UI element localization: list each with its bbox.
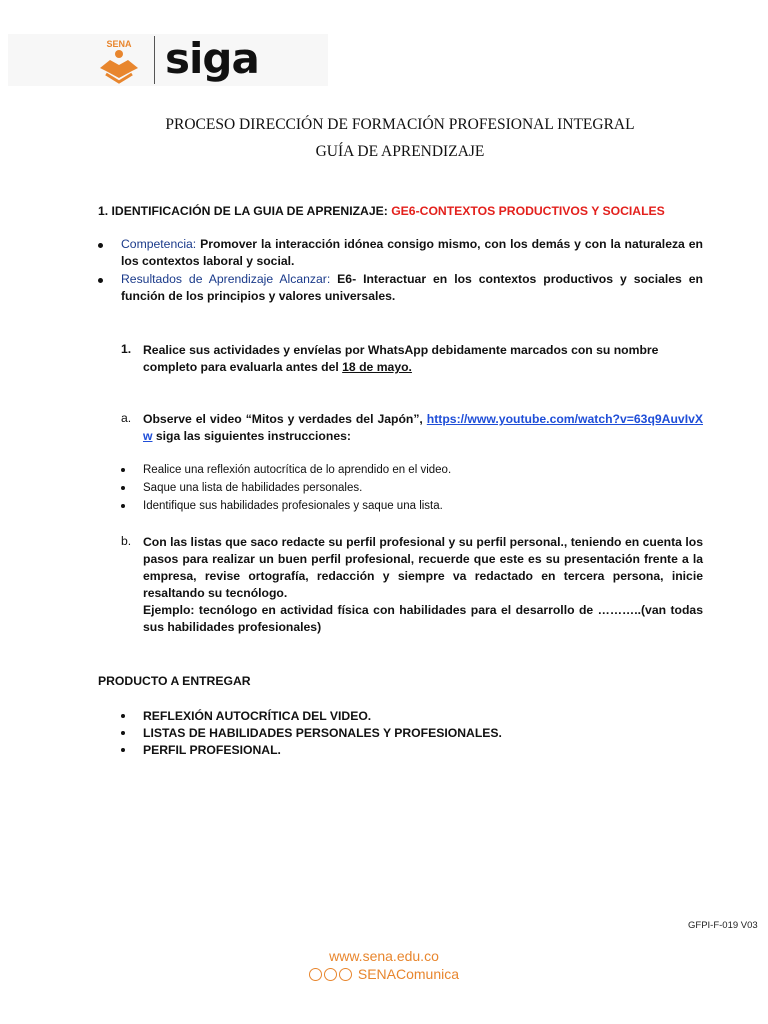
step-b-example: Ejemplo: tecnólogo en actividad física con habilidades para el desarrollo de ………..(van todas sus habilidades profesionales) bbox=[143, 603, 703, 634]
step-a-instruction: Observe el video “Mitos y verdades del Japón”, bbox=[143, 412, 427, 426]
form-code: GFPI-F-019 V03 bbox=[688, 920, 758, 931]
sena-logo bbox=[96, 38, 142, 84]
list-item: Identifique sus habilidades profesionales y saque una lista. bbox=[143, 500, 443, 512]
bullet-icon bbox=[121, 714, 125, 718]
section-heading bbox=[98, 204, 665, 218]
footer-url: www.sena.edu.co bbox=[329, 948, 439, 964]
section-value: GE6-CONTEXTOS PRODUCTIVOS Y SOCIALES bbox=[391, 204, 665, 218]
deliverable-item: LISTAS DE HABILIDADES PERSONALES Y PROFESIONALES. bbox=[143, 726, 502, 740]
footer-social bbox=[0, 966, 768, 982]
step-letter: a. bbox=[121, 411, 132, 425]
bullet-icon bbox=[121, 468, 125, 472]
step-a-instruction-end: siga las siguientes instrucciones: bbox=[152, 429, 351, 443]
list-item: Saque una lista de habilidades personales. bbox=[143, 482, 363, 494]
bullet-icon bbox=[121, 748, 125, 752]
logo-divider bbox=[154, 36, 155, 84]
step1-instruction: Realice sus actividades y envíelas por WhatsApp debidamente marcados con su nombre completo para evaluarla antes del bbox=[143, 343, 659, 374]
document-subtitle: GUÍA DE APRENDIZAJE bbox=[315, 143, 485, 160]
resultados-text: E6- Interactuar en los contextos productivos y sociales en función de los principios y valores universales. bbox=[121, 272, 703, 303]
sena-logo-text: SENA bbox=[106, 39, 132, 49]
section-label: 1. IDENTIFICACIÓN DE LA GUIA DE APRENIZAJE: bbox=[98, 204, 392, 218]
document-title: PROCESO DIRECCIÓN DE FORMACIÓN PROFESIONAL INTEGRAL bbox=[165, 116, 635, 133]
resultados-item bbox=[121, 271, 703, 305]
youtube-link[interactable]: https://www.youtube.com/watch?v=63q9AuvIvXw bbox=[143, 412, 703, 443]
competencia-label: Competencia: bbox=[121, 237, 201, 251]
bullet-icon bbox=[121, 486, 125, 490]
deliverable-item: PERFIL PROFESIONAL. bbox=[143, 743, 281, 757]
step1-text bbox=[143, 342, 663, 376]
bullet-icon bbox=[121, 504, 125, 508]
bullet-icon bbox=[98, 243, 103, 248]
step-b-text bbox=[143, 534, 703, 636]
step-letter: b. bbox=[121, 534, 132, 548]
product-heading: PRODUCTO A ENTREGAR bbox=[98, 674, 251, 688]
due-date: 18 de mayo. bbox=[342, 360, 412, 374]
competencia-text: Promover la interacción idónea consigo mismo, con los demás y con la naturaleza en los contextos laboral y social. bbox=[121, 237, 703, 268]
social-handle: SENAComunica bbox=[357, 966, 460, 982]
list-item: Realice una reflexión autocrítica de lo aprendido en el video. bbox=[143, 464, 452, 476]
step-b-instruction: Con las listas que saco redacte su perfil profesional y su perfil personal., teniendo en cuenta los pasos para realizar un buen perfil profesional, recuerde que este es su presentación frente a la empresa, revise ortografía, redacción y siempre va redactado en tercera persona, inicie resaltando su tecnólogo. bbox=[143, 535, 703, 600]
competencia-item bbox=[121, 236, 703, 270]
instagram-icon bbox=[339, 968, 352, 981]
step-number: 1. bbox=[121, 342, 132, 356]
resultados-label: Resultados de Aprendizaje Alcanzar: bbox=[121, 272, 338, 286]
step-a-text bbox=[143, 411, 703, 445]
bullet-icon bbox=[121, 731, 125, 735]
bullet-icon bbox=[98, 278, 103, 283]
siga-logo: siga bbox=[165, 34, 259, 83]
twitter-icon bbox=[324, 968, 337, 981]
deliverable-item: REFLEXIÓN AUTOCRÍTICA DEL VIDEO. bbox=[143, 709, 372, 723]
facebook-icon bbox=[309, 968, 322, 981]
